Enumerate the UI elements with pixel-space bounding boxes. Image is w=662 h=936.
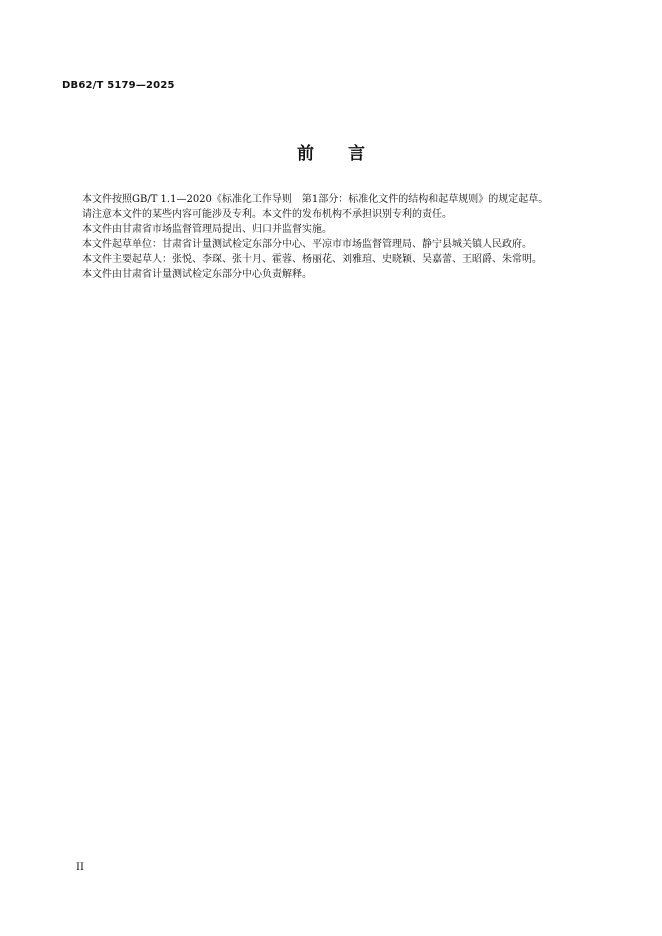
foreword-body [62, 192, 582, 282]
paragraph-proposer: 本文件由甘肃省市场监督管理局提出、归口并监督实施。 [82, 224, 332, 235]
paragraph-drafting-rules: 本文件按照GB/T 1.1—2020《标准化工作导则 第1部分：标准化文件的结构和起草规则》的规定起草。 [82, 194, 549, 205]
paragraph-drafting-units: 本文件起草单位：甘肃省计量测试检定东部分中心、平凉市市场监督管理局、静宁县城关镇人民政府。 [82, 239, 532, 250]
paragraph-interpretation: 本文件由甘肃省计量测试检定东部分中心负责解释。 [82, 269, 312, 280]
page-title [0, 139, 662, 164]
title-char-1: 前 [297, 144, 314, 164]
paragraph-patent-notice: 请注意本文件的某些内容可能涉及专利。本文件的发布机构不承担识别专利的责任。 [82, 209, 452, 220]
paragraph-drafters: 本文件主要起草人：张悦、李琛、张十月、霍蓉、杨丽花、刘雅瑄、史晓颖、吴嘉蕾、王昭爵、朱常明。 [82, 254, 542, 265]
document-code: DB62/T 5179—2025 [62, 80, 175, 91]
title-char-2: 言 [348, 144, 365, 164]
page-number: II [76, 862, 84, 873]
